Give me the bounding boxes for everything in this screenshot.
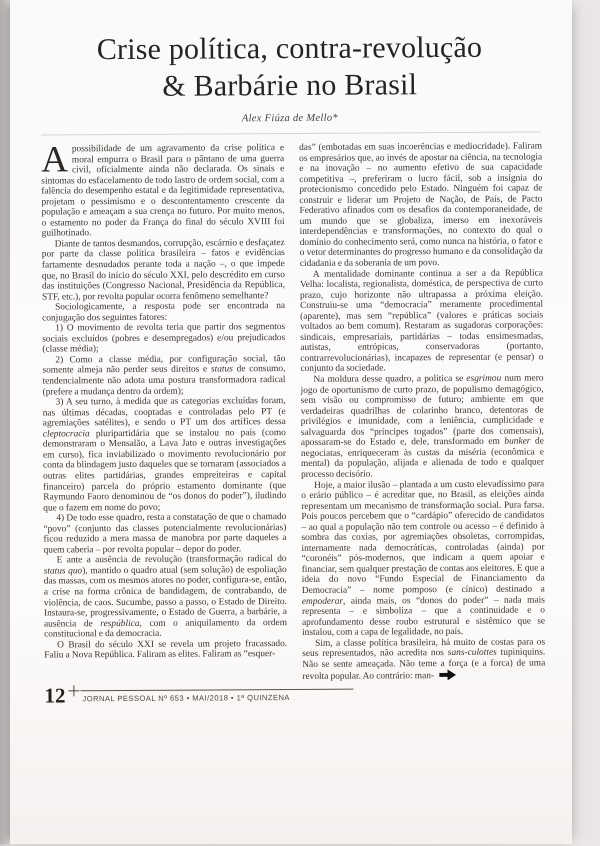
journal-name: JORNAL PESSOAL Nº 653 • MAI/2018 • 1ª QUINZENA [80,689,354,704]
paragraph: E ante a ausência de revolução (transformação radical do status quo), mantido o quadro atual (sem solução) de espoliação das massas, com os mesmos atores no poder, configura-se, então, a crise na forma crônica de bandidagem, de contrabando, de violência, de caos. Sucumbe, passo a passo, o Estado de Direito. Instaura-se, progressivamente, o Estado de Guerra, a barbárie, a ausência de respública, com o aniquilamento da ordem constitucional e da democracia. [43,554,288,640]
title-line-1: Crise política, contra-revolução [96,30,483,67]
paragraph-text: Sim, a classe política brasileira, há muito de costas para os seus representados, não acredita nos sans-culottes tupiniquins. Não se sente ameaçada. Não teme a força (e a forca) de uma revolta popular. Ao contrário: man- [302,637,546,683]
paragraph [41,139,285,239]
page-number: 12 [44,683,66,708]
left-column [41,139,288,684]
paragraph: O Brasil do século XXI se revela um projeto fracassado. Faliu a Nova República. Faliram as elites. Faliram as “esquer- [44,638,288,661]
paragraph: 3) A seu turno, à medida que as categorias excluídas foram, nas últimas décadas, cooptadas e controladas pelo PT (e agremiações satélites), e sendo o PT um dos artífices dessa cleptocracia pluripartidária que se instalou no país (como demonstraram o Mensalão, a Lava Jato e outras investigações em curso), fica inviabilizado o movimento revolucionário por conta da blindagem justo daqueles que se tornaram (associados a outras elites partidárias, grandes empreiteiras e capital financeiro) parcela do próprio estamento dominante (que Raymundo Faoro denominou de “os donos do poder”), iludindo que o fazem em nome do povo; [42,396,287,514]
paragraph: das” (embotadas em suas incoerências e mediocridade). Faliram os empresários que, ao invés de apostar na ciência, na tecnologia e na inovação – no aumento efetivo de sua capacidade competitiva –, preferiram o lucro fácil, sob a insígnia do protecionismo concedido pelo Estado. Ninguém foi capaz de construir e liderar um Projeto de Nação, de País, de Pacto Federativo afinados com os desafios da contemporaneidade, de um mundo que se globaliza, imerso em inexoráveis interdependências e transformações, no contexto do qual o domínio do conhecimento será, como nunca na história, o fator e o vetor determinantes do progresso humano e da consolidação da cidadania e da soberania de um povo. [299,141,543,269]
article-body [9,132,574,684]
paragraph-text: possibilidade de um agravamento da crise política e moral empurra o Brasil para o pântano de uma guerra civil, oficialmente ainda não declarada. Os sinais e sintomas do esfacelamento de todo lastro de ordem social, com a falência do desempenho estatal e da legitimidade representativa, projetam o pessimismo e o descontentamento crescente da população e ameaçam a sua crença no futuro. Por muito menos, o estamento no poder da França do final do século XVIII foi guilhotinado. [41,143,285,239]
paragraph [302,637,545,683]
paragraph: A mentalidade dominante continua a ser a da República Velha: localista, regionalista, doméstica, de perspectiva de curto prazo, cujo horizonte não ultrapassa a próxima eleição. Construiu-se uma “democracia” meramente procedimental (aparente), mas sem “república” (valores e práticas sociais voltados ao bem comum). Restaram as sugadoras corporações: sindicais, empresariais, partidárias – todas ensimesmadas, autistas, entrópicas, conservadoras (portanto, contrarrevolucionárias), incapazes de representar (e pensar) o conjunto da sociedade. [299,268,544,375]
drop-cap: A [41,139,69,181]
crop-mark-icon [68,685,79,696]
paragraph: Na moldura desse quadro, a política se esgrimou num mero jogo de oportunismo de curto prazo, de populismo demagógico, sem visão ou compromisso de futuro; ambiente em que verdadeiras quadrilhas de colarinho branco, detentoras de privilégios e imunidade, com a leniência, cumplicidade e salvaguarda dos “príncipes togados” (parte dos comensais), apossaram-se do Estado e, dele, transformado em bunker de negociatas, enriqueceram às custas da miséria (econômica e mental) da população, alijada e alienada de todo e qualquer processo decisório. [300,373,545,480]
title-line-2: & Barbárie no Brasil [162,68,418,103]
right-column [299,141,545,682]
paragraph: Sociologicamente, a resposta pode ser encontrada na conjugação dos seguintes fatores: [42,301,286,324]
article-header [8,0,571,136]
paragraph: Hoje, a maior ilusão – plantada a um custo elevadíssimo para o erário público – é acreditar que, no Brasil, as eleições ainda representam um mecanismo de transformação social. Pura farsa. Pois poucos percebem que o “cardápio” oferecido de candidatos – ao qual a população não tem controle ou acesso – é definido à sombra das coxias, por agremiações obsoletas, corrompidas, internamente nada democráticas, controladas (ainda) por “coronéis” pós-modernos, que indicam a quem apoiar e financiar, sem qualquer prestação de contas aos eleitores. E que a ideia do novo “Fundo Especial de Financiamento da Democracia” – nome pomposo (e cínico) destinado a empoderar, ainda mais, os “donos do poder” – nada mais representa – e simboliza – que a continuidade e o aprofundamento desse roubo estrutural e sistêmico que se instalou, com a capa de legalidade, no país. [301,478,546,639]
article-title [8,28,570,105]
page-footer [44,684,354,706]
paragraph: 1) O movimento de revolta teria que partir dos segmentos sociais excluídos (pobres e desempregados) e/ou prejudicados (classe média); [42,322,286,355]
scanned-page [10,0,572,844]
paragraph: Diante de tantos desmandos, corrupção, escárnio e desfaçatez por parte da classe política brasileira – fatos e evidências fartamente desnudados perante toda a nação –, o que impede que, no Brasil do início do século XXI, pelo descrédito em curso das instituições (Congresso Nacional, Presidência da República, STF, etc.), por revolta popular ocorra fenômeno semelhante? [41,237,285,303]
byline: Alex Fiúza de Mello* [241,112,338,125]
continuation-arrow-icon [439,669,456,680]
paragraph: 4) De todo esse quadro, resta a constatação de que o chamado “povo” (conjunto das classes potencialmente revolucionárias) ficou reduzido a mera massa de manobra por parte daqueles a quem caberia – por revolta popular – depor do poder. [43,512,287,556]
paragraph: 2) Como a classe média, por configuração social, tão somente almeja não perder seus direitos e status de consumo, tendencialmente não adota uma postura transformadora radical (prefere a mudança dentro da ordem); [42,353,286,398]
